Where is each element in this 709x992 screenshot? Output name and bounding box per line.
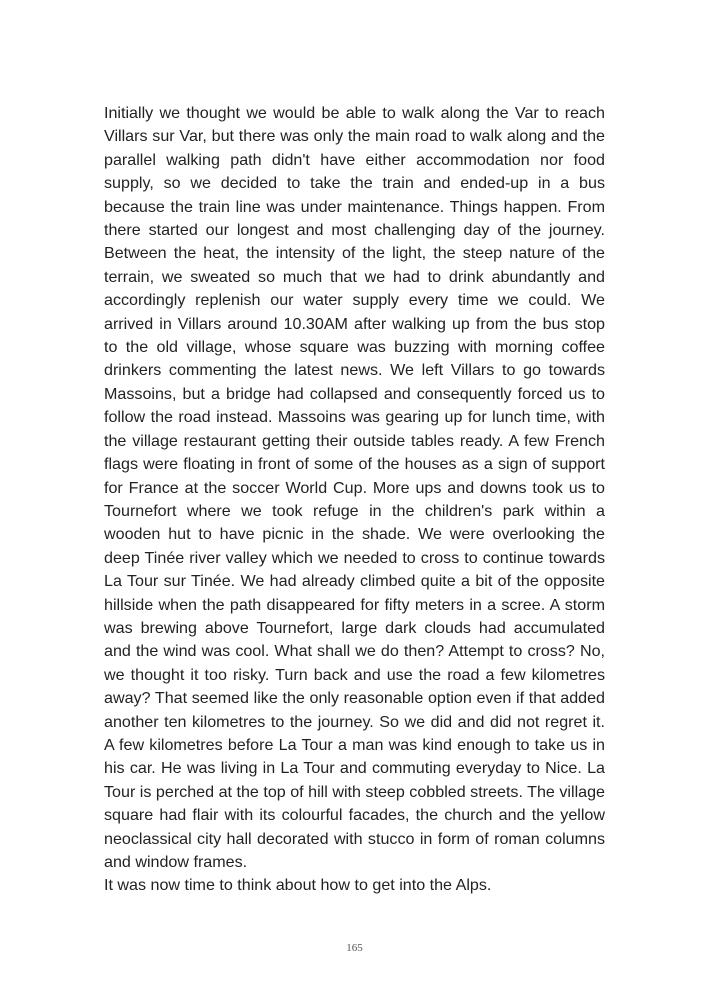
paragraph-alps: It was now time to think about how to get into the Alps.	[104, 876, 492, 895]
page-number: 165	[346, 942, 363, 954]
body-text	[104, 102, 605, 898]
paragraph-journey: Initially we thought we would be able to walk along the Var to reach Villars sur Var, but there was only the main road to walk along and the parallel walking path didn't have either accommodation nor food supply, so we decided to take the train and ended-up in a bus because the train line was under maintenance. Things happen. From there started our longest and most challenging day of the journey. Between the heat, the intensity of the light, the steep nature of the terrain, we sweated so much that we had to drink abundantly and accordingly replenish our water supply every time we could. We arrived in Villars around 10.30AM after walking up from the bus stop to the old village, whose square was buzzing with morning coffee drinkers commenting the latest news. We left Villars to go towards Massoins, but a bridge had collapsed and consequently forced us to follow the road instead. Massoins was gearing up for lunch time, with the village restaurant getting their outside tables ready. A few French flags were floating in front of some of the houses as a sign of support for France at the soccer World Cup. More ups and downs took us to Tournefort where we took refuge in the children's park within a wooden hut to have picnic in the shade. We were overlooking the deep Tinée river valley which we needed to cross to continue towards La Tour sur Tinée. We had already climbed quite a bit of the opposite hillside when the path disappeared for fifty meters in a scree. A storm was brewing above Tournefort, large dark clouds had accumulated and the wind was cool. What shall we do then? Attempt to cross? No, we thought it too risky. Turn back and use the road a few kilometres away? That seemed like the only reasonable option even if that added another ten kilometres to the journey. So we did and did not regret it. A few kilometres before La Tour a man was kind enough to take us in his car. He was living in La Tour and commuting everyday to Nice. La Tour is perched at the top of hill with steep cobbled streets. The village square had flair with its colourful facades, the church and the yellow neoclassical city hall decorated with stucco in form of roman columns and window frames.	[104, 104, 605, 871]
